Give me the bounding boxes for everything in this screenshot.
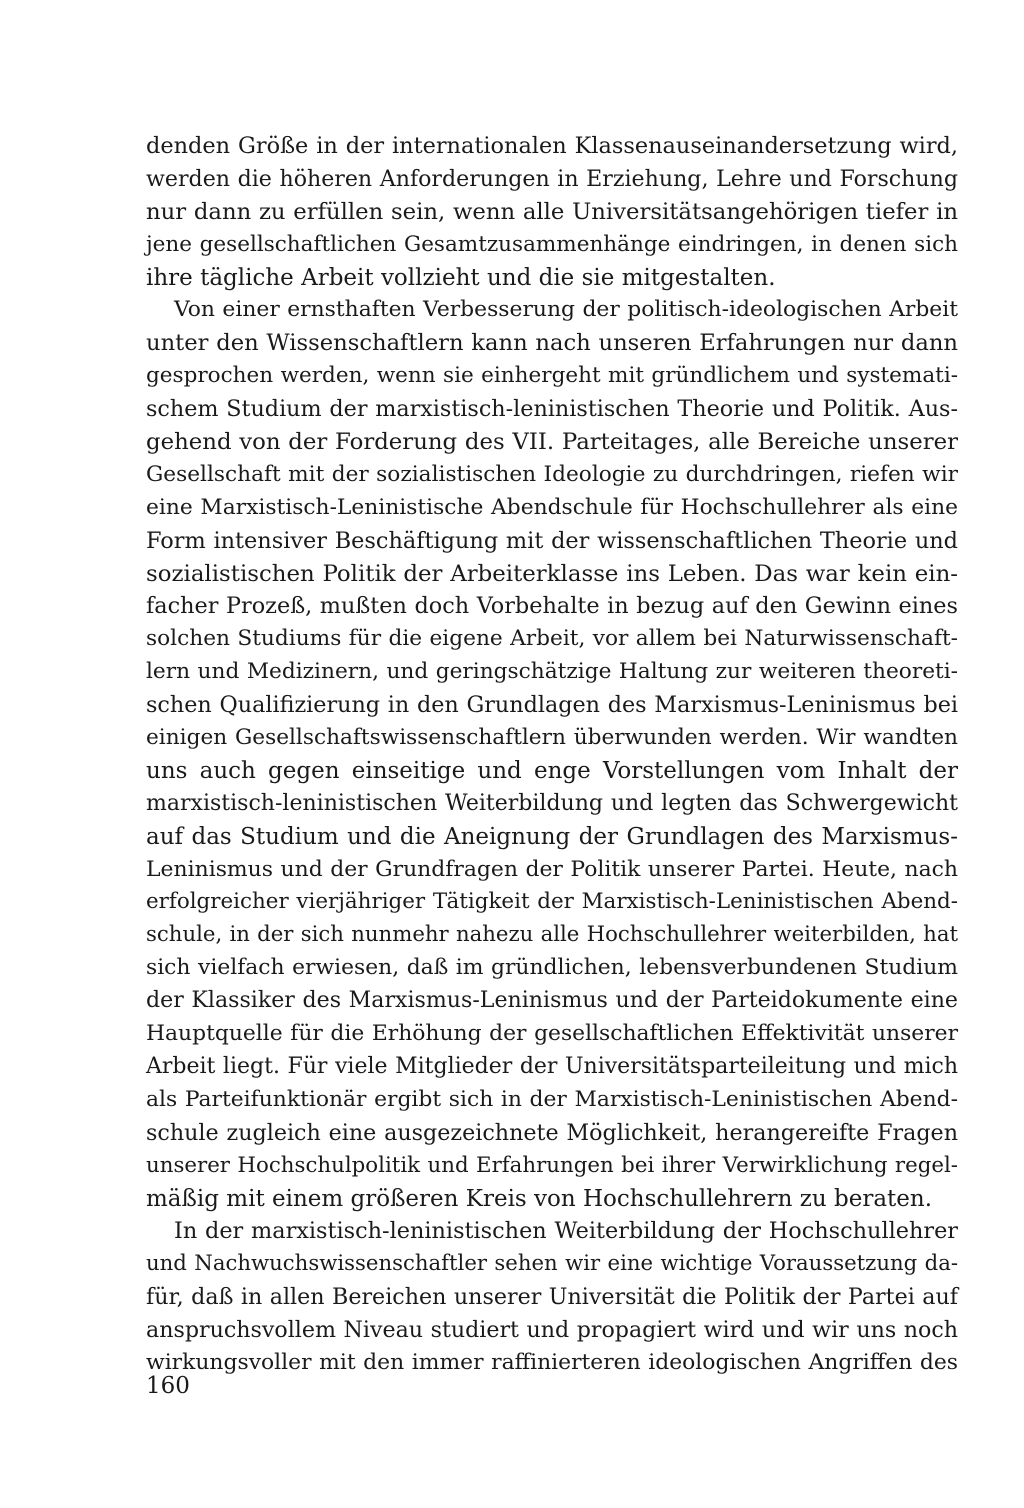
text-line: und Nachwuchswissenschaftler sehen wir eine wichtige Voraussetzung da- [146, 1251, 958, 1277]
text-line: anspruchsvollem Niveau studiert und propagiert wird und wir uns noch [146, 1317, 958, 1344]
body-text [146, 130, 958, 1380]
text-line: schem Studium der marxistisch-leninistischen Theorie und Politik. Aus- [146, 396, 958, 423]
text-line: Arbeit liegt. Für viele Mitglieder der Universitätsparteileitung und mich [146, 1053, 958, 1079]
paragraph-1 [146, 130, 958, 294]
text-line: Hauptquelle für die Erhöhung der gesellschaftlichen Effektivität unserer [146, 1021, 958, 1047]
text-line: lern und Medizinern, und geringschätzige Haltung zur weiteren theoreti- [146, 659, 958, 685]
text-line: denden Größe in der internationalen Klassenauseinandersetzung wird, [146, 133, 958, 159]
text-line: facher Prozeß, mußten doch Vorbehalte in bezug auf den Gewinn eines [146, 593, 958, 620]
paragraph-3 [146, 1215, 958, 1379]
text-line: für, daß in allen Bereichen unserer Universität die Politik der Partei auf [146, 1284, 958, 1311]
text-line: gehend von der Forderung des VII. Parteitages, alle Bereiche unserer [146, 429, 958, 456]
text-line: werden die höheren Anforderungen in Erziehung, Lehre und Forschung [146, 165, 958, 192]
text-line: Von einer ernsthaften Verbesserung der politisch-ideologischen Arbeit [174, 297, 958, 323]
text-line: In der marxistisch-leninistischen Weiterbildung der Hochschullehrer [174, 1218, 958, 1245]
text-line: jene gesellschaftlichen Gesamtzusammenhänge eindringen, in denen sich [146, 231, 958, 257]
text-line: sozialistischen Politik der Arbeiterklasse ins Leben. Das war kein ein- [146, 560, 958, 587]
text-line: Form intensiver Beschäftigung mit der wissenschaftlichen Theorie und [146, 527, 958, 554]
text-line: ihre tägliche Arbeit vollzieht und die sie mitgestalten. [146, 264, 776, 291]
text-line: uns auch gegen einseitige und enge Vorstellungen vom Inhalt der [146, 757, 958, 784]
page-number: 160 [146, 1373, 190, 1399]
text-line: wirkungsvoller mit den immer raffinierteren ideologischen Angriffen des [146, 1349, 958, 1375]
text-line: solchen Studiums für die eigene Arbeit, vor allem bei Naturwissenschaft- [146, 626, 958, 652]
text-line: schule zugleich eine ausgezeichnete Möglichkeit, herangereifte Fragen [146, 1119, 958, 1146]
text-line: einigen Gesellschaftswissenschaftlern überwunden werden. Wir wandten [146, 725, 958, 751]
text-line: gesprochen werden, wenn sie einhergeht mit gründlichem und systemati- [146, 363, 958, 389]
text-line: als Parteifunktionär ergibt sich in der Marxistisch-Leninistischen Abend- [146, 1086, 958, 1112]
text-line: auf das Studium und die Aneignung der Grundlagen des Marxismus- [146, 823, 958, 850]
text-line: Leninismus und der Grundfragen der Politik unserer Partei. Heute, nach [146, 856, 958, 882]
text-line: unserer Hochschulpolitik und Erfahrungen bei ihrer Verwirklichung regel- [146, 1152, 958, 1178]
text-line: unter den Wissenschaftlern kann nach unseren Erfahrungen nur dann [146, 330, 958, 357]
text-line: der Klassiker des Marxismus-Leninismus und der Parteidokumente eine [146, 988, 958, 1014]
text-line: mäßig mit einem größeren Kreis von Hochschullehrern zu beraten. [146, 1185, 933, 1212]
text-line: Gesellschaft mit der sozialistischen Ideologie zu durchdringen, riefen wir [146, 461, 958, 487]
text-line: eine Marxistisch-Leninistische Abendschule für Hochschullehrer als eine [146, 494, 958, 520]
text-line: nur dann zu erfüllen sein, wenn alle Universitätsangehörigen tiefer in [146, 198, 958, 225]
text-line: sich vielfach erwiesen, daß im gründlichen, lebensverbundenen Studium [146, 955, 958, 981]
paragraph-2 [146, 294, 958, 1215]
text-line: erfolgreicher vierjähriger Tätigkeit der Marxistisch-Leninistischen Abend- [146, 889, 958, 915]
text-line: schen Qualifizierung in den Grundlagen des Marxismus-Leninismus bei [146, 692, 958, 719]
text-line: schule, in der sich nunmehr nahezu alle Hochschullehrer weiterbilden, hat [146, 922, 958, 948]
text-line: marxistisch-leninistischen Weiterbildung und legten das Schwergewicht [146, 790, 958, 816]
